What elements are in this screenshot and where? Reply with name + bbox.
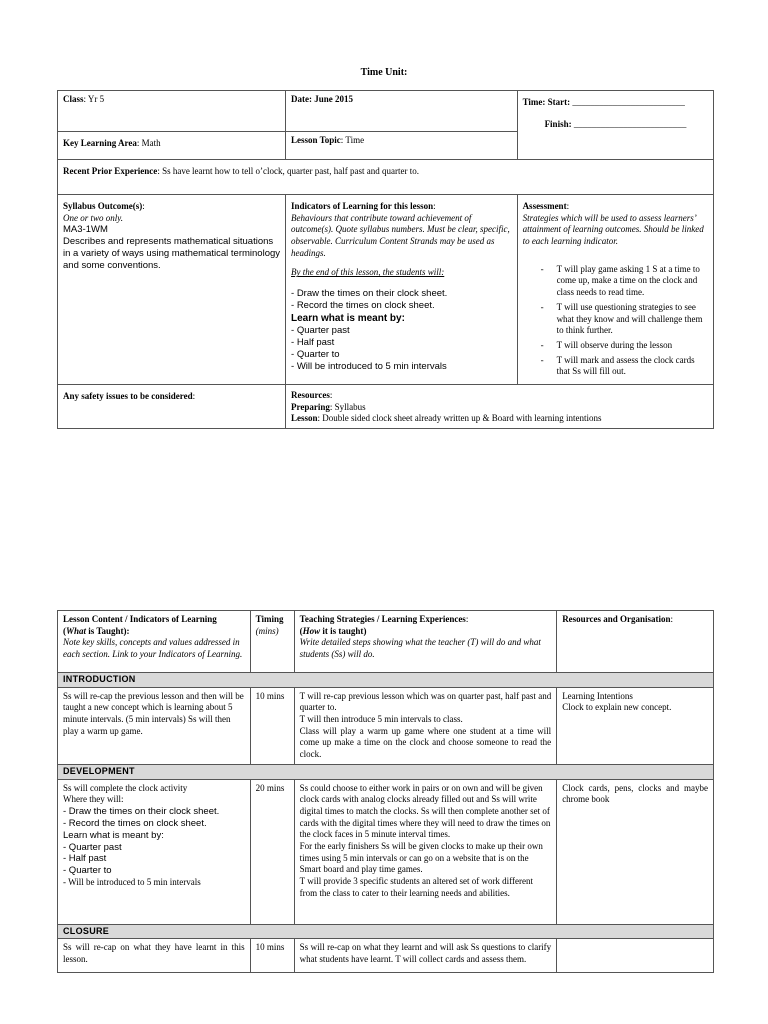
introduction-section-header: INTRODUCTION xyxy=(58,673,714,688)
assessment-item: - T will mark and assess the clock cards that Ss will fill out. xyxy=(523,355,708,378)
learn-item: - Half past xyxy=(291,336,335,348)
closure-step: Ss will re-cap on what they learnt and will ask Ss questions to clarify what students have learnt. T will collect cards and assess them. xyxy=(294,939,557,973)
closure-timing: 10 mins xyxy=(250,939,294,973)
preparing-value: : Syllabus xyxy=(329,401,366,412)
development-step: Ss could choose to either work in pairs or on own and will be given clock cards with analog clocks already filled out and Ss will write digital times to match the clocks. Ss will then complete another set of cards with the digital times where they will need to draw the times on the clock faces in 5 minute interval times. xyxy=(299,782,551,840)
development-item: - Record the times on clock sheet. xyxy=(63,817,207,829)
development-section-header: DEVELOPMENT xyxy=(58,764,714,779)
development-step: T will provide 3 specific students an altered set of work different from the class to cater to their learning needs and abilities. xyxy=(299,876,534,898)
content-header: Lesson Content / Indicators of Learning xyxy=(63,614,217,624)
content-header-what: What xyxy=(66,625,87,636)
strategies-header-close: ) xyxy=(363,625,367,636)
closure-section-header: CLOSURE xyxy=(58,924,714,939)
development-content: - Will be introduced to 5 min intervals xyxy=(63,877,201,888)
timing-header: Timing xyxy=(255,614,284,624)
strategies-header-paren: ( xyxy=(299,625,303,636)
lesson-resources-label: Lesson xyxy=(291,413,318,424)
introduction-resource: Clock to explain new concept. xyxy=(562,702,672,713)
introduction-resource: Learning Intentions xyxy=(562,690,633,701)
indicator-item: - Record the times on clock sheet. xyxy=(291,300,435,311)
development-item: - Quarter past xyxy=(63,841,122,853)
indicators-label: Indicators of Learning for this lesson xyxy=(291,201,434,211)
indicators-end-of-lesson: By the end of this lesson, the students will: xyxy=(291,267,445,278)
closure-content: Ss will re-cap on what they have learnt in this lesson. xyxy=(58,939,251,973)
strategies-header: Teaching Strategies / Learning Experiences xyxy=(299,614,466,624)
development-item: Learn what is meant by: xyxy=(63,829,164,841)
strategies-header-colon: : xyxy=(465,614,469,624)
kla-label: Key Learning Area xyxy=(63,138,137,148)
date-label: Date xyxy=(291,94,310,104)
learn-item: - Will be introduced to 5 min intervals xyxy=(291,360,447,372)
assessment-colon: : xyxy=(566,201,570,211)
syllabus-colon: : xyxy=(142,201,145,211)
syllabus-description: Describes and represents mathematical situations in a variety of ways using mathematical terminology and some conventions. xyxy=(63,236,281,271)
syllabus-note: One or two only. xyxy=(63,212,123,223)
assessment-item: - T will use questioning strategies to see what they know and will challenge them to think further. xyxy=(523,302,708,337)
prior-experience-label: Recent Prior Experience xyxy=(63,166,158,176)
safety-colon: : xyxy=(192,390,196,401)
strategies-header-how: How xyxy=(302,625,321,636)
finish-line: _________________________ xyxy=(573,118,687,129)
lesson-overview-table xyxy=(57,90,714,429)
indicator-item: - Draw the times on their clock sheet. xyxy=(291,288,448,300)
introduction-step: Class will play a warm up game where one student at a time will come up make a time on the clock and choose someone to read the clock. xyxy=(299,725,552,760)
assessment-note: Strategies which will be used to assess learners’ attainment of learning outcomes. Should be linked to each learning indicator. xyxy=(522,212,704,247)
resources-org-header: Resources and Organisation xyxy=(562,614,671,624)
syllabus-code: MA3-1WM xyxy=(63,224,108,236)
closure-resources xyxy=(557,939,714,973)
resources-colon: : xyxy=(329,389,333,400)
introduction-timing: 10 mins xyxy=(250,687,294,764)
assessment-label: Assessment xyxy=(522,201,567,211)
content-header-paren: ( xyxy=(63,625,66,636)
class-value: : Yr 5 xyxy=(83,94,105,104)
development-item: - Quarter to xyxy=(63,865,112,877)
time-start-label: Time: Start: xyxy=(522,97,571,107)
introduction-content: Ss will re-cap the previous lesson and then will be taught a new concept which is learning about 5 minute intervals. (5 min intervals) Ss will then play a warm up game. xyxy=(58,687,251,764)
resources-org-colon: : xyxy=(670,614,674,624)
lesson-resources-value: : Double sided clock sheet already written up & Board with learning intentions xyxy=(317,413,602,424)
preparing-label: Preparing xyxy=(291,401,330,412)
development-item: - Half past xyxy=(63,853,107,865)
introduction-step: T will re-cap previous lesson which was on quarter past, half past and quarter to. xyxy=(299,690,552,713)
strategies-header-is: it is taught xyxy=(320,625,364,636)
lesson-plan-table xyxy=(57,610,714,973)
kla-value: : Math xyxy=(136,138,161,148)
development-timing: 20 mins xyxy=(250,779,294,924)
assessment-item: - T will play game asking 1 S at a time to come up, make a time on the clock and class needs to read time. xyxy=(523,264,708,299)
development-resources: Clock cards, pens, clocks and maybe chrome book xyxy=(557,779,714,924)
content-header-note: Note key skills, concepts and values addressed in each section. Link to your Indicators of Learning. xyxy=(63,637,243,660)
lesson-topic-value: : Time xyxy=(340,135,365,145)
strategies-header-note: Write detailed steps showing what the teacher (T) will do and what students (Ss) will do. xyxy=(299,637,541,660)
learn-heading: Learn what is meant by: xyxy=(291,312,405,324)
time-start-line: _________________________ xyxy=(572,97,685,107)
lesson-topic-label: Lesson Topic xyxy=(291,135,341,145)
content-header-close: ): xyxy=(123,625,130,636)
finish-label: Finish: xyxy=(544,118,572,129)
resources-label: Resources xyxy=(291,389,330,400)
content-header-is: is Taught xyxy=(86,625,124,636)
development-item: - Draw the times on their clock sheet. xyxy=(63,805,220,817)
safety-label: Any safety issues to be considered xyxy=(63,390,193,401)
introduction-step: T will then introduce 5 min intervals to class. xyxy=(299,714,463,725)
indicators-colon: : xyxy=(433,201,436,211)
assessment-list xyxy=(523,264,708,378)
document-title: Time Unit: xyxy=(360,67,408,78)
prior-experience-value: : Ss have learnt how to tell o’clock, quarter past, half past and quarter to. xyxy=(157,166,419,176)
development-content: Ss will complete the clock activity xyxy=(63,782,188,793)
learn-item: - Quarter to xyxy=(291,348,340,360)
development-content: Where they will: xyxy=(63,794,124,805)
indicators-note: Behaviours that contribute toward achievement of outcome(s). Quote syllabus numbers. Must be clear, specific, observable. Curriculum Content Strands may be used as headings. xyxy=(291,212,510,258)
syllabus-label: Syllabus Outcome(s) xyxy=(63,201,143,211)
learn-item: - Quarter past xyxy=(291,324,350,336)
timing-header-note: (mins) xyxy=(255,625,279,636)
development-step: For the early finishers Ss will be given clocks to make up their own times using 5 min intervals or can go on a website that is on the Smart board and play time games. xyxy=(299,840,543,875)
date-value: : June 2015 xyxy=(309,94,354,104)
assessment-item: - T will observe during the lesson xyxy=(523,340,708,352)
class-label: Class xyxy=(63,94,84,104)
